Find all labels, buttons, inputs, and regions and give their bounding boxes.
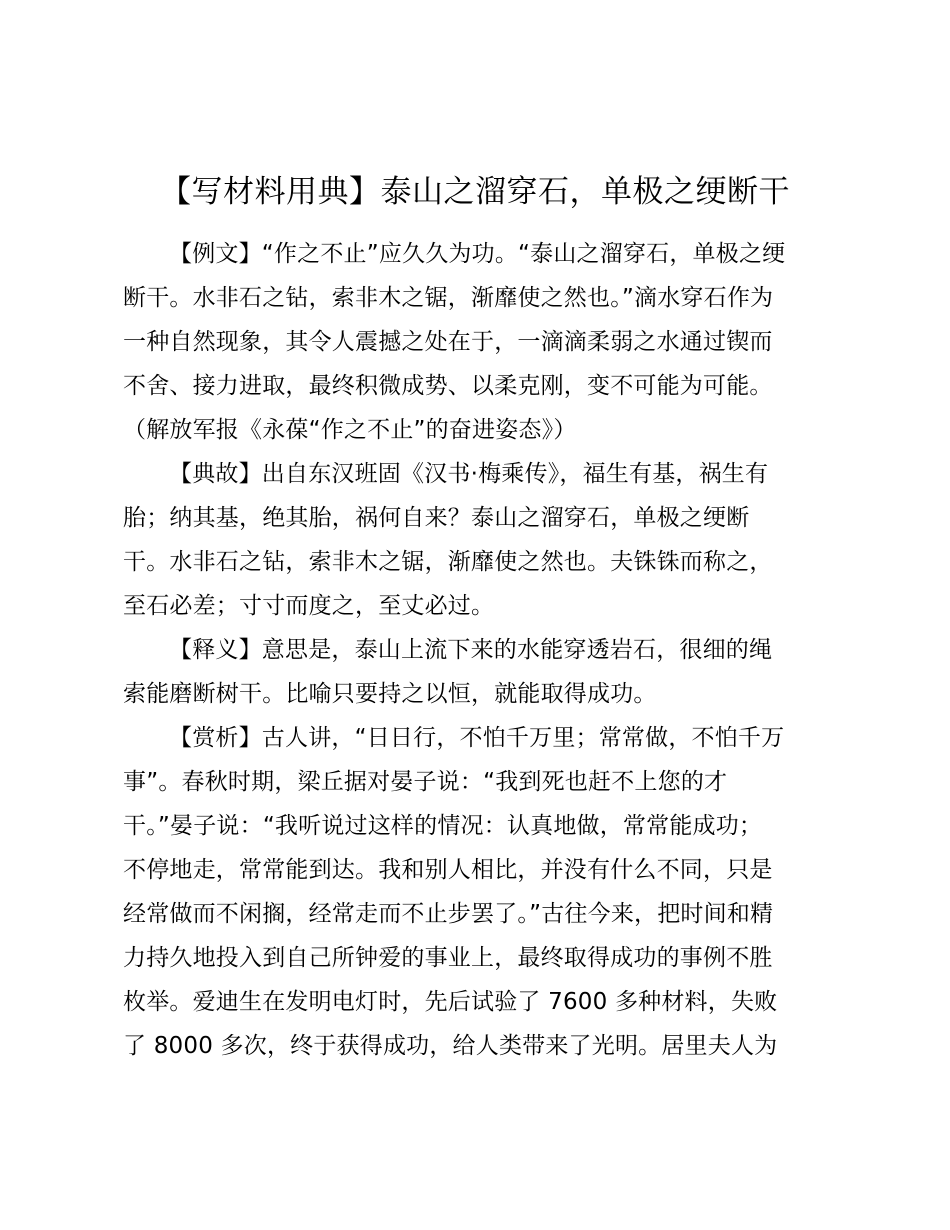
body-line: 了 8000 多次，终于获得成功，给人类带来了光明。居里夫人为 xyxy=(123,1033,778,1059)
document-title: 【写材料用典】泰山之溜穿石，单极之绠断干 xyxy=(160,174,790,210)
body-line: （解放军报《永葆“作之不止”的奋进姿态》） xyxy=(123,417,577,443)
body-line: 不停地走，常常能到达。我和别人相比，并没有什么不同，只是 xyxy=(123,857,773,883)
body-line: 【赏析】古人讲，“日日行，不怕千万里；常常做，不怕千万 xyxy=(169,725,785,751)
document-body xyxy=(123,232,833,1068)
body-line: 经常做而不闲搁，经常走而不止步罢了。”古往今来，把时间和精 xyxy=(123,901,774,927)
body-line: 至石必差；寸寸而度之，至丈必过。 xyxy=(123,593,495,619)
body-line: 索能磨断树干。比喻只要持之以恒，就能取得成功。 xyxy=(123,681,657,707)
body-line: 不舍、接力进取，最终积微成势、以柔克刚，变不可能为可能。 xyxy=(123,373,773,399)
body-line: 【典故】出自东汉班固《汉书·梅乘传》，福生有基，祸生有 xyxy=(169,461,769,487)
body-line: 干。”晏子说：“我听说过这样的情况：认真地做，常常能成功； xyxy=(123,813,763,839)
body-line: 力持久地投入到自己所钟爱的事业上，最终取得成功的事例不胜 xyxy=(123,945,773,971)
body-line: 断干。水非石之钻，索非木之锯，渐靡使之然也。”滴水穿石作为 xyxy=(123,285,774,311)
body-line: 一种自然现象，其令人震撼之处在于，一滴滴柔弱之水通过锲而 xyxy=(123,329,773,355)
body-line: 【释义】意思是，泰山上流下来的水能穿透岩石，很细的绳 xyxy=(169,637,773,663)
body-line: 枚举。爱迪生在发明电灯时，先后试验了 7600 多种材料，失败 xyxy=(123,989,778,1015)
body-line: 事”。春秋时期，梁丘据对晏子说：“我到死也赶不上您的才 xyxy=(123,769,728,795)
body-line: 【例文】“作之不止”应久久为功。“泰山之溜穿石，单极之绠 xyxy=(169,241,786,267)
body-line: 干。水非石之钻，索非木之锯，渐靡使之然也。夫铢铢而称之， xyxy=(123,549,773,575)
body-line: 胎；纳其基，绝其胎，祸何自来？泰山之溜穿石，单极之绠断 xyxy=(123,505,750,531)
